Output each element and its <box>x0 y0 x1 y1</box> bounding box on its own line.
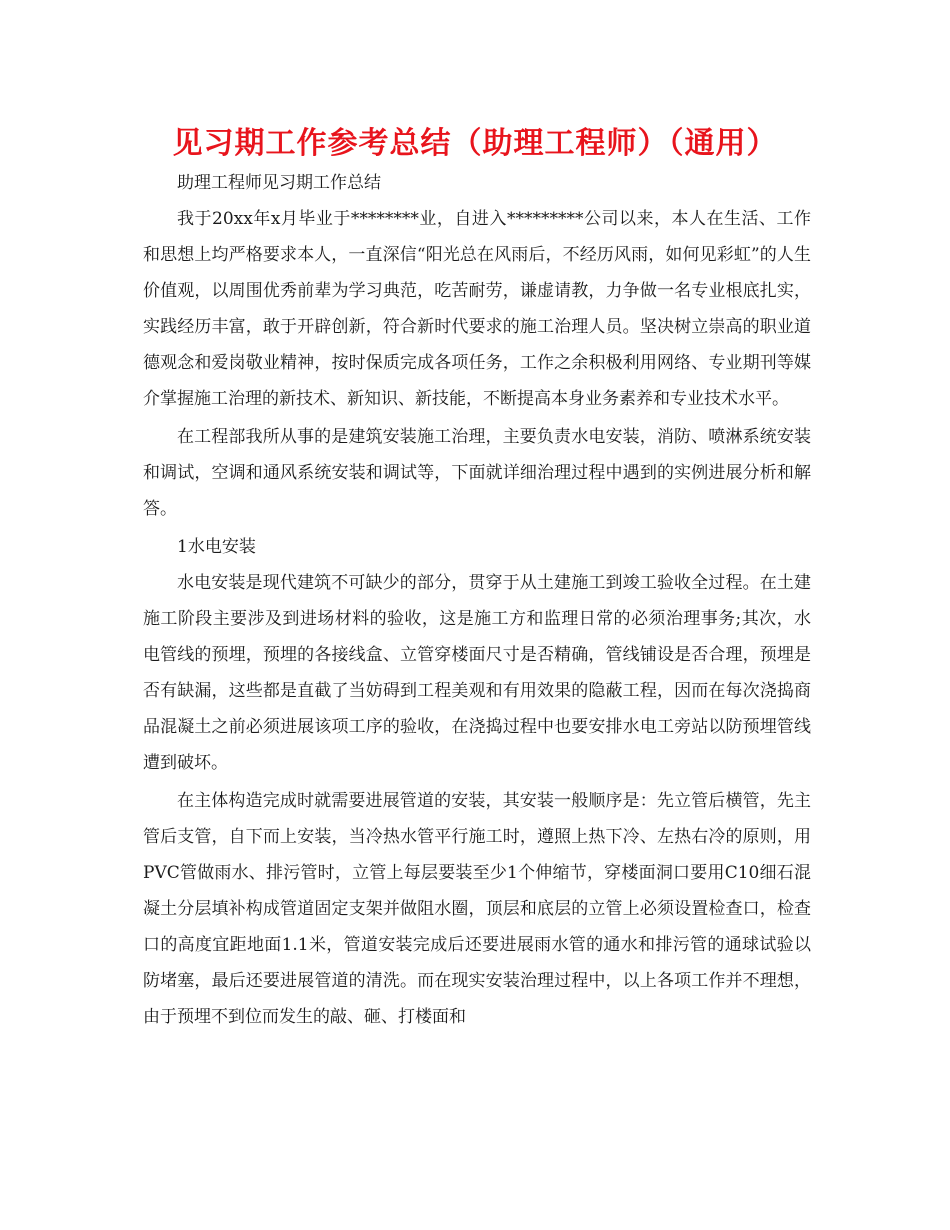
body-paragraph-water-electric: 水电安装是现代建筑不可缺少的部分，贯穿于从土建施工到竣工验收全过程。在土建施工阶段主要涉及到进场材料的验收，这是施工方和监理日常的必须治理事务;其次，水电管线的预埋，预埋的各接线盒、立管穿楼面尺寸是否精确，管线铺设是否合理，预埋是否有缺漏，这些都是直截了当妨碍到工程美观和有用效果的隐蔽工程，因而在每次浇捣商品混凝土之前必须进展该项工序的验收，在浇捣过程中也要安排水电工旁站以防预埋管线遭到破坏。 <box>143 573 811 773</box>
document-title: 见习期工作参考总结（助理工程师）（通用） <box>172 126 778 161</box>
body-paragraph-pipe-installation: 在主体构造完成时就需要进展管道的安装，其安装一般顺序是：先立管后横管，先主管后支管，自下而上安装，当冷热水管平行施工时，遵照上热下冷、左热右冷的原则，用PVC管做雨水、排污管时，立管上每层要装至少1个伸缩节，穿楼面洞口要用C10细石混凝土分层填补构成管道固定支架并做阻水圈，顶层和底层的立管上必须设置检查口，检查口的高度宜距地面1.1米，管道安装完成后还要进展雨水管的通水和排污管的通球试验以防堵塞，最后还要进展管道的清洗。而在现实安装治理过程中，以上各项工作并不理想，由于预埋不到位而发生的敲、砸、打楼面和 <box>143 791 811 1027</box>
section-heading-water-electric: 1水电安装 <box>177 537 256 557</box>
body-paragraph-intro: 我于20xx年x月毕业于********业，自进入*********公司以来，本人在生活、工作和思想上均严格要求本人，一直深信“阳光总在风雨后，不经历风雨，如何见彩虹”的人生价值观，以周围优秀前辈为学习典范，吃苦耐劳，谦虚请教，力争做一名专业根底扎实，实践经历丰富，敢于开辟创新，符合新时代要求的施工治理人员。坚决树立崇高的职业道德观念和爱岗敬业精神，按时保质完成各项任务，工作之余积极利用网络、专业期刊等媒介掌握施工治理的新技术、新知识、新技能，不断提高本身业务素养和专业技术水平。 <box>143 209 811 409</box>
subtitle-paragraph: 助理工程师见习期工作总结 <box>177 173 381 193</box>
document-body <box>143 165 811 1035</box>
body-paragraph-duties: 在工程部我所从事的是建筑安装施工治理，主要负责水电安装，消防、喷淋系统安装和调试，空调和通风系统安装和调试等，下面就详细治理过程中遇到的实例进展分析和解答。 <box>143 427 811 519</box>
